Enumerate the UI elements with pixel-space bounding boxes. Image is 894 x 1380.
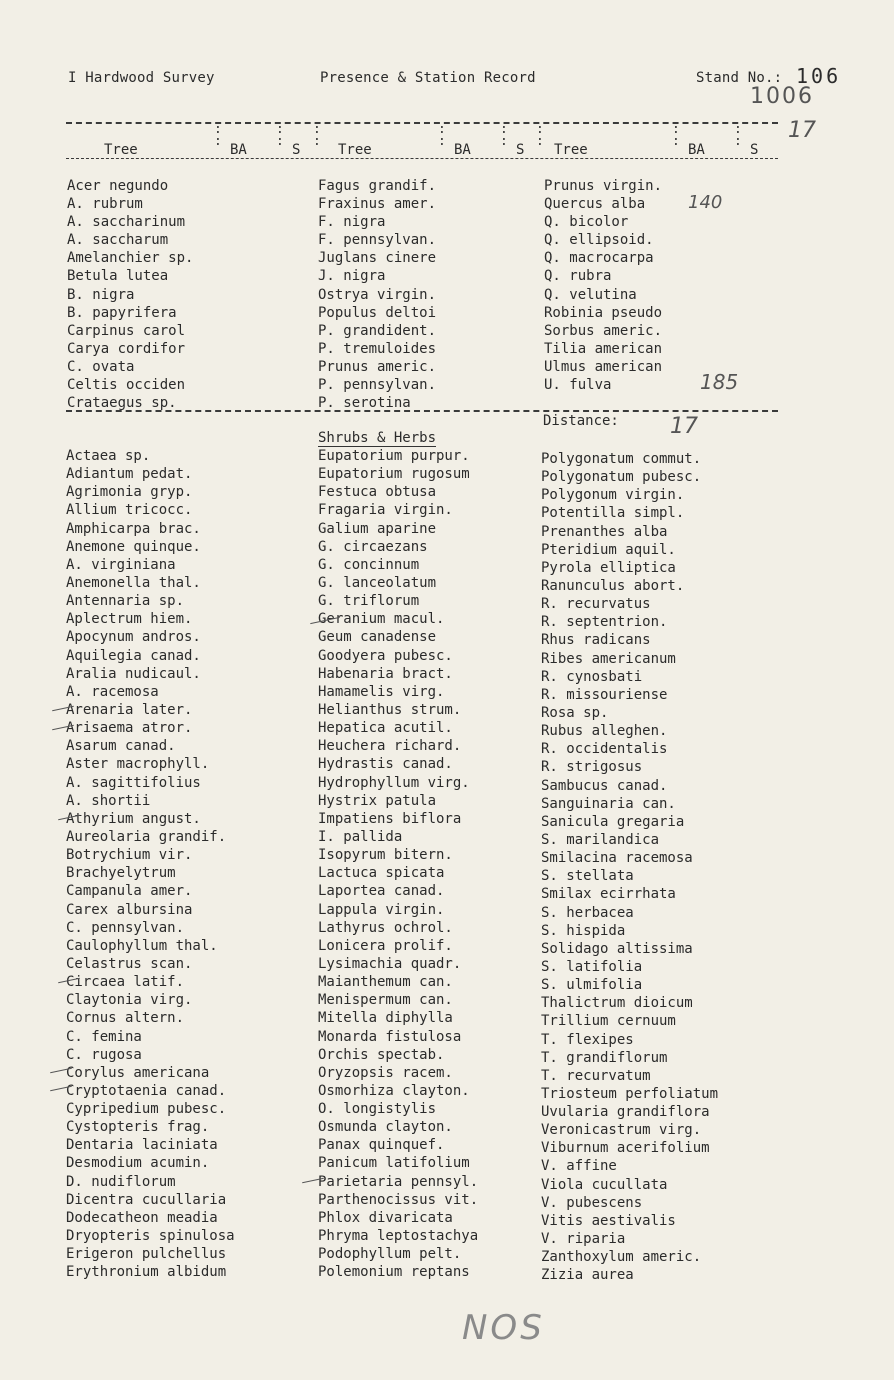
list-item: Monarda fistulosa: [318, 1028, 462, 1045]
list-item: Tilia american: [544, 340, 663, 357]
list-item: A. racemosa: [66, 683, 159, 700]
list-item: Lactuca spicata: [318, 865, 445, 882]
list-item: Sanguinaria can.: [541, 795, 676, 812]
list-item: Brachyelytrum: [66, 865, 176, 882]
dashed-rule-header: [66, 158, 778, 159]
list-item: Claytonia virg.: [66, 992, 193, 1009]
list-item: P. pennsylvan.: [318, 377, 437, 394]
list-item: Osmorhiza clayton.: [318, 1082, 470, 1099]
list-item: Geum canadense: [318, 629, 437, 646]
list-item: C. rugosa: [66, 1046, 142, 1063]
list-item: I. pallida: [318, 828, 403, 845]
list-item: Polemonium reptans: [318, 1264, 470, 1281]
list-item: Impatiens biflora: [318, 810, 462, 827]
list-item: G. triflorum: [318, 593, 420, 610]
col-separator: : :: [536, 122, 544, 149]
list-item: Polygonum virgin.: [541, 487, 685, 504]
handwritten-note-ulmus: 185: [700, 370, 739, 394]
list-item: Sambucus canad.: [541, 777, 668, 794]
list-item: Hepatica acutil.: [318, 720, 453, 737]
list-item: Vitis aestivalis: [541, 1212, 676, 1229]
list-item: A. rubrum: [67, 196, 143, 213]
list-item: S. marilandica: [541, 831, 660, 848]
list-item: Solidago altissima: [541, 940, 693, 957]
list-item: Sanicula gregaria: [541, 813, 685, 830]
list-item: Arenaria later.: [66, 701, 193, 718]
list-item: T. grandiflorum: [541, 1049, 668, 1066]
col-separator: : :: [276, 122, 284, 149]
list-item: C. pennsylvan.: [66, 919, 185, 936]
list-item: Viola cucullata: [541, 1176, 668, 1193]
list-item: Festuca obtusa: [318, 484, 437, 501]
list-item: Hydrophyllum virg.: [318, 774, 470, 791]
list-item: Agrimonia gryp.: [66, 484, 193, 501]
list-item: Dentaria laciniata: [66, 1137, 218, 1154]
list-item: Hydrastis canad.: [318, 756, 453, 773]
list-item: G. circaezans: [318, 538, 428, 555]
list-item: Phryma leptostachya: [318, 1228, 479, 1245]
list-item: Menispermum can.: [318, 992, 453, 1009]
list-item: Botrychium vir.: [66, 847, 193, 864]
list-item: Anemone quinque.: [66, 538, 201, 555]
shrub-list-3: [541, 450, 718, 1284]
col-separator: : :: [672, 122, 680, 149]
col-head-ba-3: BA: [688, 142, 705, 158]
list-item: Aquilegia canad.: [66, 647, 201, 664]
list-item: Q. bicolor: [544, 214, 629, 231]
list-item: Antennaria sp.: [66, 593, 185, 610]
list-item: Q. rubra: [544, 268, 612, 285]
list-item: Cystopteris frag.: [66, 1119, 210, 1136]
list-item: Prenanthes alba: [541, 523, 668, 540]
list-item: Isopyrum bitern.: [318, 847, 453, 864]
list-item: P. grandident.: [318, 322, 437, 339]
list-item: Cypripedium pubesc.: [66, 1101, 227, 1118]
list-item: Q. ellipsoid.: [544, 232, 654, 249]
list-item: Polygonatum commut.: [541, 451, 702, 467]
list-item: V. riparia: [541, 1231, 626, 1248]
list-item: Zanthoxylum americ.: [541, 1249, 702, 1266]
list-item: Galium aparine: [318, 520, 437, 537]
col-head-ba-2: BA: [454, 142, 471, 158]
list-item: Campanula amer.: [66, 883, 193, 900]
list-item: Dodecatheon meadia: [66, 1209, 218, 1226]
list-item: Aplectrum hiem.: [66, 611, 193, 628]
list-item: Heuchera richard.: [318, 738, 462, 755]
list-item: Ribes americanum: [541, 650, 676, 667]
list-item: Betula lutea: [67, 268, 169, 285]
col-head-s-2: S: [516, 142, 525, 158]
col-head-tree-3: Tree: [554, 142, 588, 158]
list-item: Uvularia grandiflora: [541, 1104, 710, 1121]
list-item: Erigeron pulchellus: [66, 1246, 227, 1263]
list-item: Amphicarpa brac.: [66, 520, 201, 537]
list-item: Populus deltoi: [318, 304, 437, 321]
list-item: Celastrus scan.: [66, 955, 193, 972]
stand-number: 106: [796, 64, 842, 88]
list-item: Aureolaria grandif.: [66, 828, 227, 845]
list-item: Podophyllum pelt.: [318, 1246, 462, 1263]
list-item: S. stellata: [541, 868, 634, 885]
list-item: Helianthus strum.: [318, 701, 462, 718]
list-item: O. longistylis: [318, 1101, 437, 1118]
list-item: Circaea latif.: [66, 974, 185, 991]
list-item: R. strigosus: [541, 759, 643, 776]
handwritten-note-bottom: NOS: [462, 1308, 545, 1348]
list-item: S. hispida: [541, 922, 626, 939]
handwritten-note-top: 17: [788, 118, 816, 143]
list-item: T. flexipes: [541, 1031, 634, 1048]
list-item: A. shortii: [66, 792, 151, 809]
tree-list-1: [67, 177, 193, 412]
list-item: Hystrix patula: [318, 792, 437, 809]
list-item: P. serotina: [318, 395, 411, 412]
stand-label: Stand No.:: [696, 70, 783, 86]
handwritten-stand-number: 1006: [750, 84, 814, 109]
list-item: Geranium macul.: [318, 611, 445, 628]
list-item: Goodyera pubesc.: [318, 647, 453, 664]
list-item: V. affine: [541, 1158, 617, 1175]
list-item: Eupatorium rugosum: [318, 466, 470, 483]
list-item: Carpinus carol: [67, 322, 186, 339]
list-item: Lysimachia quadr.: [318, 955, 462, 972]
list-item: Potentilla simpl.: [541, 505, 685, 522]
list-item: Lappula virgin.: [318, 901, 445, 918]
shrubs-herbs-title: Shrubs & Herbs: [318, 430, 437, 446]
col-head-s-3: S: [750, 142, 759, 158]
list-item: S. ulmifolia: [541, 977, 643, 994]
list-item: Zizia aurea: [541, 1267, 634, 1284]
list-item: Dicentra cucullaria: [66, 1191, 227, 1208]
list-item: Cryptotaenia canad.: [66, 1082, 227, 1099]
col-separator: : :: [438, 122, 446, 149]
list-item: R. cynosbati: [541, 668, 643, 685]
list-item: C. femina: [66, 1028, 142, 1045]
list-item: Ranunculus abort.: [541, 577, 685, 594]
col-separator: : :: [734, 122, 742, 149]
tree-list-3: [544, 177, 662, 394]
list-item: V. pubescens: [541, 1194, 643, 1211]
list-item: A. saccharum: [67, 232, 169, 249]
list-item: Celtis occiden: [67, 377, 186, 394]
list-item: S. herbacea: [541, 904, 634, 921]
list-item: Prunus americ.: [318, 358, 437, 375]
list-item: Parthenocissus vit.: [318, 1191, 479, 1208]
list-item: Arisaema atror.: [66, 720, 193, 737]
list-item: Rhus radicans: [541, 632, 651, 649]
list-item: Phlox divaricata: [318, 1209, 453, 1226]
list-item: Athyrium angust.: [66, 810, 201, 827]
list-item: Erythronium albidum: [66, 1264, 227, 1281]
list-item: Corylus americana: [66, 1064, 210, 1081]
list-item: Q. velutina: [544, 286, 637, 303]
list-item: Parietaria pennsyl.: [318, 1173, 479, 1190]
list-item: Caulophyllum thal.: [66, 937, 218, 954]
list-item: J. nigra: [318, 268, 386, 285]
list-item: Osmunda clayton.: [318, 1119, 453, 1136]
list-item: Quercus alba: [544, 196, 646, 213]
list-item: Actaea sp.: [66, 448, 151, 464]
list-item: B. nigra: [67, 286, 135, 303]
list-item: R. occidentalis: [541, 741, 668, 758]
list-item: Pteridium aquil.: [541, 541, 676, 558]
list-item: D. nudiflorum: [66, 1173, 176, 1190]
list-item: Anemonella thal.: [66, 574, 201, 591]
col-separator: : :: [313, 122, 321, 149]
list-item: F. nigra: [318, 214, 386, 231]
list-item: A. sagittifolius: [66, 774, 201, 791]
list-item: Rubus alleghen.: [541, 723, 668, 740]
record-title: Presence & Station Record: [320, 70, 536, 86]
list-item: R. septentrion.: [541, 614, 668, 631]
list-item: Polygonatum pubesc.: [541, 469, 702, 486]
col-separator: : :: [500, 122, 508, 149]
list-item: B. papyrifera: [67, 304, 177, 321]
list-item: Adiantum pedat.: [66, 466, 193, 483]
list-item: Veronicastrum virg.: [541, 1122, 702, 1139]
list-item: P. tremuloides: [318, 340, 437, 357]
list-item: Prunus virgin.: [544, 178, 663, 194]
list-item: Pyrola elliptica: [541, 559, 676, 576]
list-item: Allium tricocc.: [66, 502, 193, 519]
survey-title: I Hardwood Survey: [68, 70, 215, 86]
list-item: Aralia nudicaul.: [66, 665, 201, 682]
list-item: Hamamelis virg.: [318, 683, 445, 700]
list-item: Thalictrum dioicum: [541, 995, 693, 1012]
handwritten-note-quercus: 140: [688, 192, 723, 213]
list-item: Amelanchier sp.: [67, 250, 194, 267]
list-item: F. pennsylvan.: [318, 232, 437, 249]
list-item: Aster macrophyll.: [66, 756, 210, 773]
distance-label: Distance:: [543, 413, 619, 429]
list-item: S. latifolia: [541, 958, 643, 975]
list-item: Carex albursina: [66, 901, 193, 918]
list-item: R. recurvatus: [541, 596, 651, 613]
list-item: Rosa sp.: [541, 704, 609, 721]
list-item: R. missouriense: [541, 686, 668, 703]
list-item: Carya cordifor: [67, 340, 186, 357]
list-item: Ulmus american: [544, 358, 663, 375]
list-item: Fagus grandif.: [318, 178, 437, 194]
list-item: Juglans cinere: [318, 250, 437, 267]
list-item: U. fulva: [544, 377, 612, 394]
list-item: Trillium cernuum: [541, 1013, 676, 1030]
col-head-s-1: S: [292, 142, 301, 158]
list-item: Acer negundo: [67, 178, 169, 194]
list-item: Habenaria bract.: [318, 665, 453, 682]
list-item: A. saccharinum: [67, 214, 186, 231]
shrub-list-2: [318, 447, 478, 1281]
list-item: Panax quinquef.: [318, 1137, 445, 1154]
list-item: Orchis spectab.: [318, 1046, 445, 1063]
list-item: Crataegus sp.: [67, 395, 177, 412]
list-item: Fragaria virgin.: [318, 502, 453, 519]
list-item: Eupatorium purpur.: [318, 448, 470, 464]
list-item: T. recurvatum: [541, 1067, 651, 1084]
list-item: G. lanceolatum: [318, 574, 437, 591]
col-head-ba-1: BA: [230, 142, 247, 158]
col-head-tree-2: Tree: [338, 142, 372, 158]
list-item: Mitella diphylla: [318, 1010, 453, 1027]
tree-list-2: [318, 177, 436, 412]
list-item: Lathyrus ochrol.: [318, 919, 453, 936]
list-item: Viburnum acerifolium: [541, 1140, 710, 1157]
list-item: Robinia pseudo: [544, 304, 663, 321]
list-item: Desmodium acumin.: [66, 1155, 210, 1172]
list-item: Oryzopsis racem.: [318, 1064, 453, 1081]
col-head-tree-1: Tree: [104, 142, 138, 158]
list-item: Lonicera prolif.: [318, 937, 453, 954]
list-item: Cornus altern.: [66, 1010, 185, 1027]
list-item: Triosteum perfoliatum: [541, 1085, 719, 1102]
list-item: A. virginiana: [66, 556, 176, 573]
col-separator: : :: [214, 122, 222, 149]
list-item: Dryopteris spinulosa: [66, 1228, 235, 1245]
list-item: Maianthemum can.: [318, 974, 453, 991]
list-item: Smilacina racemosa: [541, 850, 693, 867]
list-item: Smilax ecirrhata: [541, 886, 676, 903]
shrub-list-1: [66, 447, 235, 1281]
list-item: Apocynum andros.: [66, 629, 201, 646]
list-item: Sorbus americ.: [544, 322, 663, 339]
list-item: Panicum latifolium: [318, 1155, 470, 1172]
list-item: Ostrya virgin.: [318, 286, 437, 303]
list-item: Fraxinus amer.: [318, 196, 437, 213]
handwritten-distance: 17: [670, 414, 698, 439]
list-item: G. concinnum: [318, 556, 420, 573]
list-item: Q. macrocarpa: [544, 250, 654, 267]
list-item: Laportea canad.: [318, 883, 445, 900]
list-item: C. ovata: [67, 358, 135, 375]
list-item: Asarum canad.: [66, 738, 176, 755]
